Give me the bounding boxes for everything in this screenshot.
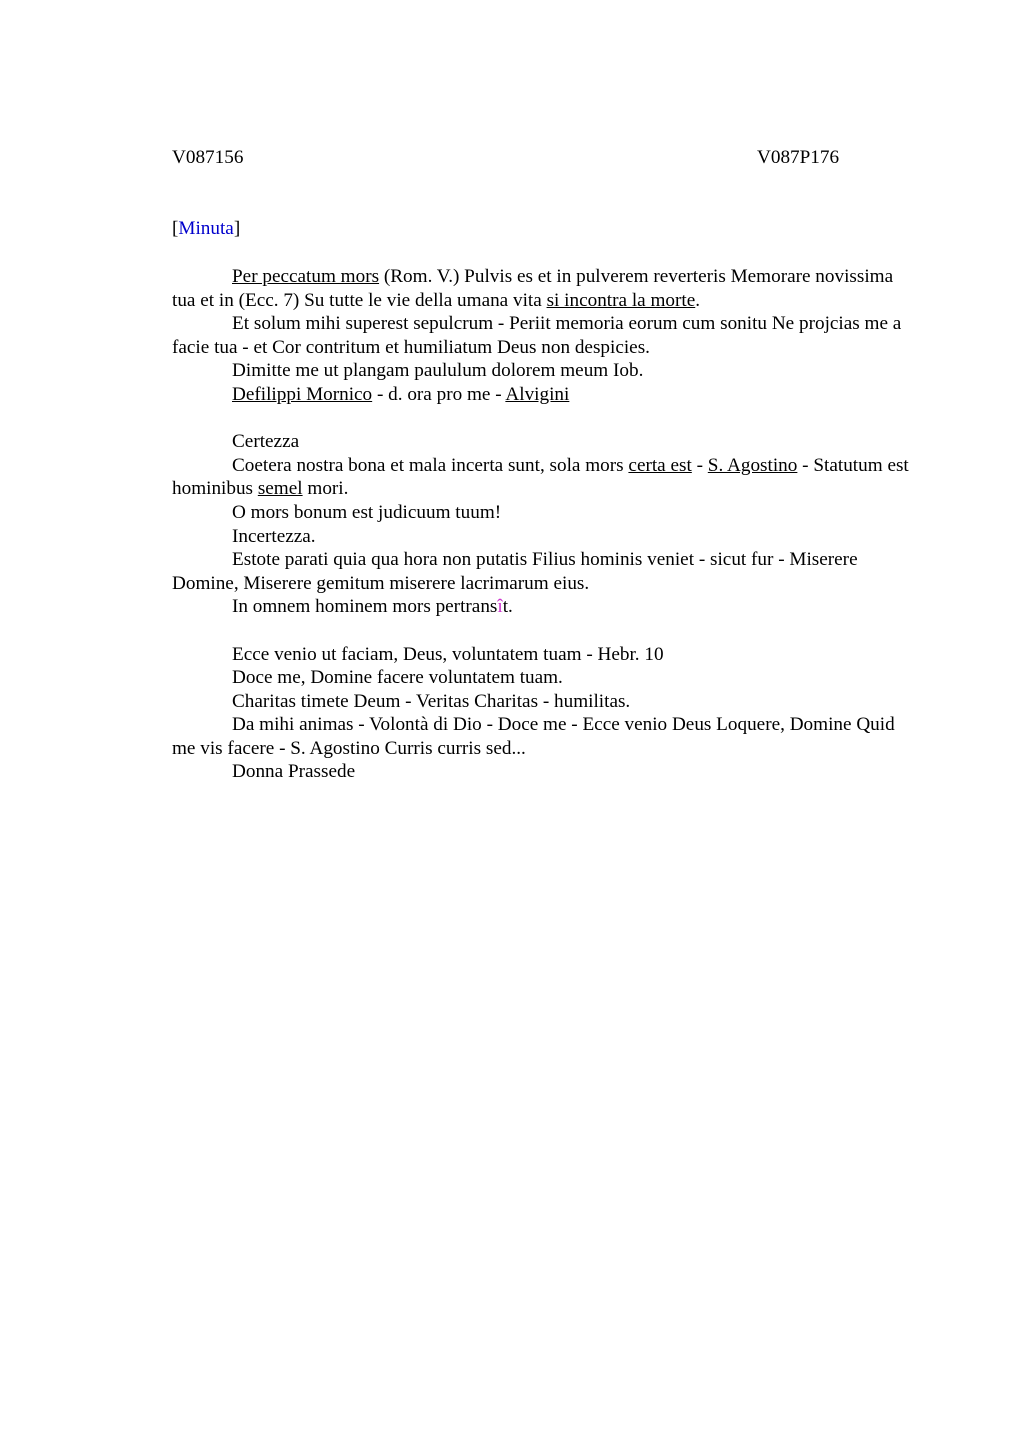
paragraph-12: Doce me, Domine facere voluntatem tuam.: [232, 667, 563, 689]
underlined-text: Per peccatum mors: [232, 266, 380, 287]
paragraph-7: O mors bonum est judicuum tuum!: [232, 501, 502, 523]
minuta-link[interactable]: Minuta: [178, 218, 234, 239]
text-run: .: [695, 289, 701, 311]
bracket-close: ]: [233, 218, 241, 239]
underlined-text: si incontra la morte: [546, 289, 696, 311]
underlined-text: S. Agostino: [707, 454, 798, 476]
underlined-text: certa est: [628, 454, 692, 476]
heading-incertezza: Incertezza.: [232, 525, 316, 547]
paragraph-14: Da mihi animas - Volontà di Dio - Doce me - Ecce venio Deus Loquere, Domine Quid me vis facere - S. Agostino Curris curris sed...: [172, 714, 895, 759]
paragraph-13: Charitas timete Deum - Veritas Charitas - humilitas.: [232, 690, 631, 712]
text-run: -: [691, 454, 708, 476]
bracket-open: [: [172, 218, 179, 239]
marked-character: î: [497, 596, 503, 618]
underlined-text: Defilippi Mornico: [232, 383, 373, 405]
text-run: In omnem hominem mors pertrans: [232, 596, 498, 618]
paragraph-15: Donna Prassede: [232, 761, 356, 783]
blank-line: [172, 407, 912, 431]
document-page: [172, 146, 912, 783]
paragraph-6: [172, 454, 912, 501]
text-run: Coetera nostra bona et mala incerta sunt, sola mors: [232, 454, 629, 476]
heading-certezza: Certezza: [232, 431, 300, 453]
document-body: [172, 265, 912, 784]
document-code: V087156: [172, 147, 244, 168]
underlined-text: Alvigini: [505, 383, 570, 405]
paragraph-1: [172, 265, 912, 312]
text-run: - Statutum est hominibus: [172, 454, 909, 500]
paragraph-3: Dimitte me ut plangam paululum dolorem meum Iob.: [232, 360, 644, 382]
underlined-text: semel: [257, 478, 303, 500]
paragraph-2: Et solum mihi superest sepulcrum - Periit memoria eorum cum sonitu Ne projcias me a facie tua - et Cor contritum et humiliatum Deus non despicies.: [172, 313, 902, 358]
text-run: mori.: [302, 478, 349, 500]
page-code: V087P176: [757, 147, 840, 168]
paragraph-9: Estote parati quia qua hora non putatis Filius hominis veniet - sicut fur - Miserere Domine, Miserere gemitum miserere lacrimarum eius.: [172, 549, 858, 594]
text-run: - d. ora pro me -: [372, 383, 506, 405]
text-run: (Rom. V.) Pulvis es et in pulverem reverteris Memorare novissima tua et in (Ecc. 7) Su tutte le vie della umana vita: [172, 266, 894, 311]
paragraph-4: [172, 383, 912, 407]
paragraph-11: Ecce venio ut faciam, Deus, voluntatem tuam - Hebr. 10: [232, 643, 664, 665]
page-header: [172, 146, 912, 170]
blank-line: [172, 619, 912, 643]
text-run: t.: [502, 596, 513, 618]
paragraph-10: [172, 595, 912, 619]
section-tag: [172, 217, 240, 241]
